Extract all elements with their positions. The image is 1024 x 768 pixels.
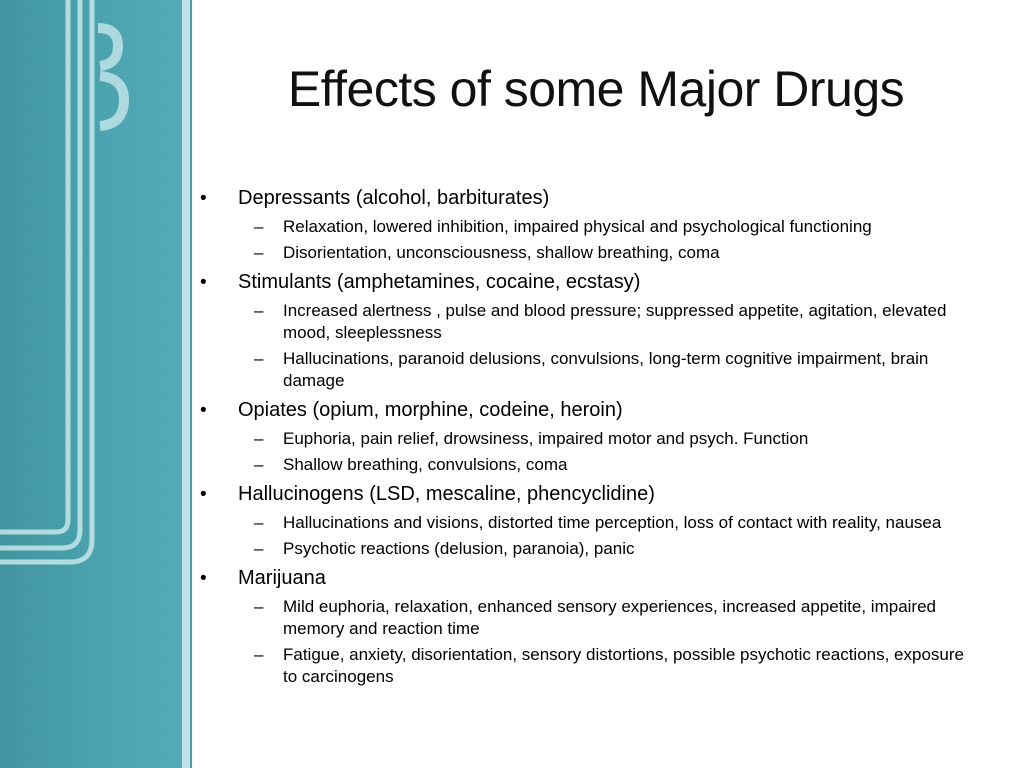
sub-bullet-list — [238, 216, 976, 264]
dash-icon: – — [254, 455, 264, 474]
sub-bullet-item — [238, 538, 976, 560]
bullet-icon: • — [200, 188, 207, 209]
sub-bullet-item — [238, 644, 976, 688]
decorative-side-panel — [0, 0, 192, 768]
slide-title: Effects of some Major Drugs — [287, 61, 905, 117]
sub-bullet-item — [238, 242, 976, 264]
bullet-icon: • — [200, 568, 207, 589]
dash-icon: – — [254, 597, 264, 616]
bullet-text: Opiates (opium, morphine, codeine, heroin) — [238, 399, 623, 421]
bullet-list — [196, 185, 976, 688]
sub-bullet-text: Increased alertness , pulse and blood pressure; suppressed appetite, agitation, elevated mood, sleeplessness — [283, 301, 947, 342]
sub-bullet-list — [238, 512, 976, 560]
sub-bullet-list — [238, 596, 976, 688]
dash-icon: – — [254, 217, 264, 236]
sub-bullet-text: Hallucinations and visions, distorted time perception, loss of contact with reality, nausea — [283, 513, 942, 532]
dash-icon: – — [254, 645, 264, 664]
sub-bullet-text: Mild euphoria, relaxation, enhanced sensory experiences, increased appetite, impaired memory and reaction time — [283, 597, 936, 638]
sub-bullet-item — [238, 348, 976, 392]
dash-icon: – — [254, 513, 264, 532]
dash-icon: – — [254, 429, 264, 448]
bullet-item — [196, 565, 976, 688]
sub-bullet-item — [238, 300, 976, 344]
bullet-item — [196, 481, 976, 560]
dash-icon: – — [254, 301, 264, 320]
side-shadow — [190, 0, 193, 768]
dash-icon: – — [254, 349, 264, 368]
decorative-lines-graphic — [0, 0, 192, 768]
sub-bullet-list — [238, 300, 976, 392]
bullet-icon: • — [200, 484, 207, 505]
sub-bullet-item — [238, 512, 976, 534]
sub-bullet-item — [238, 596, 976, 640]
dash-icon: – — [254, 243, 264, 262]
side-edge-line — [182, 0, 190, 768]
sub-bullet-text: Euphoria, pain relief, drowsiness, impaired motor and psych. Function — [283, 429, 809, 448]
bullet-text: Marijuana — [238, 567, 326, 589]
sub-bullet-list — [238, 428, 976, 476]
sub-bullet-item — [238, 454, 976, 476]
bullet-text: Depressants (alcohol, barbiturates) — [238, 187, 550, 209]
bullet-item — [196, 269, 976, 392]
bullet-item — [196, 397, 976, 476]
bullet-text: Hallucinogens (LSD, mescaline, phencyclidine) — [238, 483, 655, 505]
sub-bullet-item — [238, 216, 976, 238]
bullet-text: Stimulants (amphetamines, cocaine, ecstasy) — [238, 271, 641, 293]
sub-bullet-text: Fatigue, anxiety, disorientation, sensory distortions, possible psychotic reactions, exposure to carcinogens — [283, 645, 964, 686]
bullet-item — [196, 185, 976, 264]
sub-bullet-item — [238, 428, 976, 450]
sub-bullet-text: Disorientation, unconsciousness, shallow breathing, coma — [283, 243, 720, 262]
slide-content — [196, 180, 976, 688]
sub-bullet-text: Relaxation, lowered inhibition, impaired physical and psychological functioning — [283, 217, 872, 236]
sub-bullet-text: Hallucinations, paranoid delusions, convulsions, long-term cognitive impairment, brain damage — [283, 349, 929, 390]
sub-bullet-text: Psychotic reactions (delusion, paranoia), panic — [283, 539, 635, 558]
bullet-icon: • — [200, 400, 207, 421]
dash-icon: – — [254, 539, 264, 558]
bullet-icon: • — [200, 272, 207, 293]
sub-bullet-text: Shallow breathing, convulsions, coma — [283, 455, 568, 474]
